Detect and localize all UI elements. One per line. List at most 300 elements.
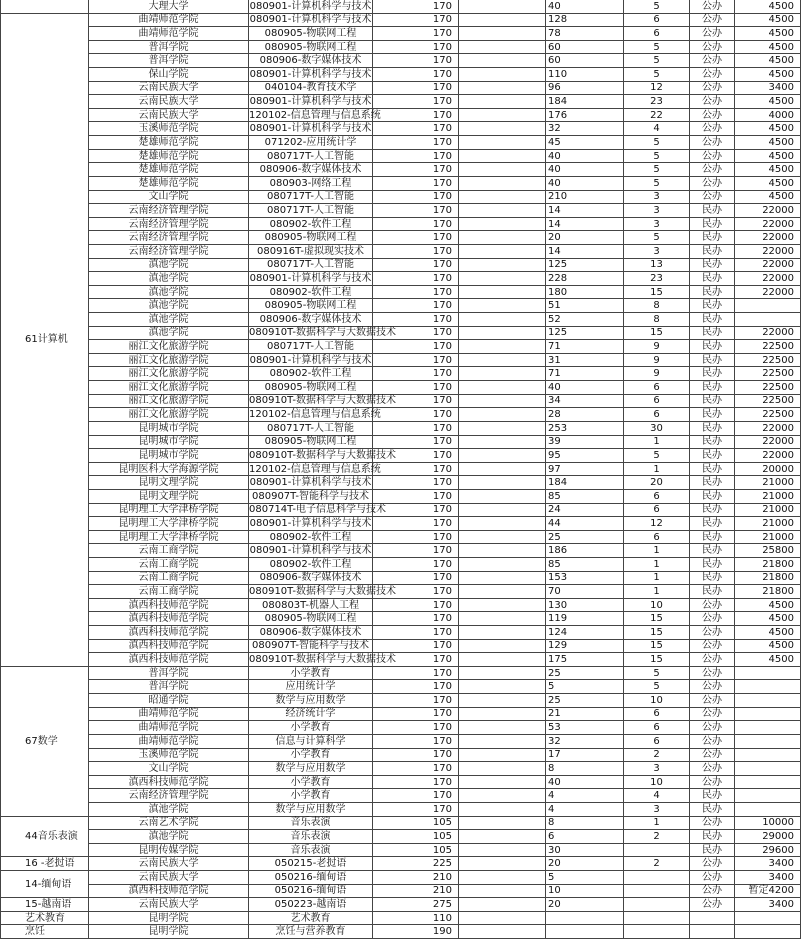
table-cell: 080907T-智能科学与技术 [249, 489, 373, 503]
table-cell [459, 503, 546, 517]
table-cell: 普洱学院 [89, 54, 249, 68]
table-cell: 080905-物联网工程 [249, 381, 373, 395]
table-cell: 10000 [735, 816, 801, 830]
table-row [1, 421, 801, 435]
table-cell: 5 [624, 54, 690, 68]
table-cell: 080902-软件工程 [249, 217, 373, 231]
table-cell: 170 [373, 244, 459, 258]
table-cell: 95 [546, 449, 624, 463]
table-cell: 3 [624, 217, 690, 231]
table-cell: 080902-软件工程 [249, 530, 373, 544]
table-row [1, 721, 801, 735]
table-cell: 170 [373, 149, 459, 163]
table-cell: 4000 [735, 108, 801, 122]
table-cell [459, 108, 546, 122]
table-cell: 滇池学院 [89, 285, 249, 299]
table-cell [459, 272, 546, 286]
table-cell: 080906-数字媒体技术 [249, 571, 373, 585]
table-row [1, 830, 801, 844]
table-cell: 25 [546, 666, 624, 680]
table-cell: 3 [624, 244, 690, 258]
table-cell: 民办 [690, 272, 735, 286]
table-cell: 民办 [690, 217, 735, 231]
table-cell: 170 [373, 653, 459, 667]
table-cell [459, 911, 546, 925]
table-cell: 21000 [735, 489, 801, 503]
table-cell: 5 [624, 449, 690, 463]
table-cell: 4500 [735, 122, 801, 136]
table-cell: 080717T-人工智能 [249, 149, 373, 163]
table-cell [735, 802, 801, 816]
table-cell: 170 [373, 136, 459, 150]
table-cell [459, 340, 546, 354]
table-cell: 昆明学院 [89, 911, 249, 925]
table-cell: 公办 [690, 748, 735, 762]
table-cell: 保山学院 [89, 68, 249, 82]
table-row [1, 217, 801, 231]
table-cell: 1 [624, 585, 690, 599]
table-cell: 184 [546, 476, 624, 490]
table-cell: 民办 [690, 367, 735, 381]
table-cell: 云南经济管理学院 [89, 204, 249, 218]
table-cell [459, 449, 546, 463]
table-cell: 170 [373, 258, 459, 272]
table-cell: 170 [373, 40, 459, 54]
table-row [1, 272, 801, 286]
table-cell: 170 [373, 340, 459, 354]
table-cell: 170 [373, 748, 459, 762]
table-cell: 050215-老挝语 [249, 857, 373, 871]
table-cell: 公办 [690, 27, 735, 41]
table-cell: 云南经济管理学院 [89, 217, 249, 231]
table-cell: 225 [373, 857, 459, 871]
table-cell: 22500 [735, 353, 801, 367]
table-cell: 29600 [735, 843, 801, 857]
table-row [1, 231, 801, 245]
table-cell [735, 299, 801, 313]
table-cell: 120102-信息管理与信息系统 [249, 463, 381, 475]
table-cell: 云南艺术学院 [89, 816, 249, 830]
table-cell [459, 871, 546, 885]
table-cell: 公办 [690, 95, 735, 109]
table-cell: 云南工商学院 [89, 557, 249, 571]
table-cell: 13 [624, 258, 690, 272]
table-cell: 云南经济管理学院 [89, 789, 249, 803]
table-cell: 45 [546, 136, 624, 150]
table-row [1, 734, 801, 748]
table-cell: 15 [624, 639, 690, 653]
table-cell: 1 [624, 816, 690, 830]
table-cell: 民办 [690, 530, 735, 544]
table-cell: 滇池学院 [89, 258, 249, 272]
table-cell: 滇西科技师范学院 [89, 612, 249, 626]
table-cell: 4500 [735, 27, 801, 41]
table-cell: 民办 [690, 421, 735, 435]
table-cell [735, 313, 801, 327]
table-cell: 1 [624, 435, 690, 449]
table-cell: 40 [546, 775, 624, 789]
table-cell: 29000 [735, 830, 801, 844]
table-cell [459, 149, 546, 163]
table-cell: 175 [546, 653, 624, 667]
table-cell: 民办 [690, 244, 735, 258]
table-cell: 公办 [690, 694, 735, 708]
table-cell: 23 [624, 272, 690, 286]
table-cell [459, 680, 546, 694]
table-cell: 公办 [690, 81, 735, 95]
table-cell [459, 122, 546, 136]
table-cell: 170 [373, 585, 459, 599]
table-cell: 4500 [735, 136, 801, 150]
table-cell: 170 [373, 626, 459, 640]
table-cell: 昆明文理学院 [89, 489, 249, 503]
table-cell: 民办 [690, 517, 735, 531]
table-cell: 4500 [735, 13, 801, 27]
table-cell: 190 [373, 925, 459, 939]
table-cell: 60 [546, 54, 624, 68]
table-cell: 文山学院 [89, 762, 249, 776]
table-cell: 170 [373, 680, 459, 694]
table-cell [459, 857, 546, 871]
table-cell [459, 775, 546, 789]
table-cell: 110 [546, 68, 624, 82]
table-row [1, 95, 801, 109]
table-cell: 40 [546, 0, 624, 13]
table-cell [459, 884, 546, 898]
table-cell: 170 [373, 163, 459, 177]
table-cell: 丽江文化旅游学院 [89, 367, 249, 381]
table-cell: 125 [546, 258, 624, 272]
table-cell: 公办 [690, 898, 735, 912]
table-cell: 小学教育 [249, 789, 373, 803]
table-cell [459, 13, 546, 27]
table-cell: 080717T-人工智能 [249, 340, 373, 354]
table-cell: 民办 [690, 802, 735, 816]
table-row [1, 13, 801, 27]
table-cell: 22000 [735, 217, 801, 231]
table-cell: 民办 [690, 789, 735, 803]
table-cell: 4500 [735, 626, 801, 640]
table-cell: 文山学院 [89, 190, 249, 204]
table-cell: 12 [624, 81, 690, 95]
table-cell: 1 [624, 557, 690, 571]
table-cell: 21000 [735, 530, 801, 544]
table-cell [459, 802, 546, 816]
table-cell: 曲靖师范学院 [89, 721, 249, 735]
table-cell: 170 [373, 421, 459, 435]
table-cell: 烹饪与营养教育 [249, 925, 373, 939]
table-cell: 云南民族大学 [89, 857, 249, 871]
table-cell [459, 843, 546, 857]
table-row [1, 0, 801, 13]
table-cell: 6 [624, 503, 690, 517]
table-cell: 5 [624, 136, 690, 150]
table-cell: 40 [546, 163, 624, 177]
table-cell: 艺术教育 [249, 911, 373, 925]
table-cell: 滇西科技师范学院 [89, 775, 249, 789]
table-cell: 39 [546, 435, 624, 449]
table-row [1, 54, 801, 68]
table-cell: 6 [624, 530, 690, 544]
table-cell: 数学与应用数学 [249, 762, 373, 776]
table-cell: 170 [373, 517, 459, 531]
table-cell: 24 [546, 503, 624, 517]
table-cell: 公办 [690, 680, 735, 694]
table-cell: 民办 [690, 435, 735, 449]
table-cell: 080901-计算机科学与技术 [249, 477, 372, 489]
table-cell: 民办 [690, 449, 735, 463]
table-cell: 3400 [735, 857, 801, 871]
table-cell: 12 [624, 517, 690, 531]
table-row [1, 299, 801, 313]
table-cell: 080906-数字媒体技术 [249, 313, 373, 327]
table-cell: 6 [546, 830, 624, 844]
table-cell: 4500 [735, 149, 801, 163]
table-cell [459, 204, 546, 218]
table-cell: 25800 [735, 544, 801, 558]
table-row [1, 898, 801, 912]
table-cell: 15 [624, 612, 690, 626]
table-cell: 080901-计算机科学与技术 [249, 272, 372, 284]
table-cell [459, 462, 546, 476]
table-cell: 丽江文化旅游学院 [89, 340, 249, 354]
table-row [1, 122, 801, 136]
table-cell: 080907T-智能科学与技术 [249, 639, 373, 653]
table-cell: 125 [546, 326, 624, 340]
table-cell: 080910T-数据科学与大数据技术 [249, 449, 396, 461]
table-row [1, 925, 801, 939]
table-cell [459, 95, 546, 109]
table-cell [459, 830, 546, 844]
table-cell: 85 [546, 557, 624, 571]
table-cell: 数学与应用数学 [249, 802, 373, 816]
table-row [1, 81, 801, 95]
table-cell: 公办 [690, 54, 735, 68]
table-cell: 170 [373, 707, 459, 721]
table-cell: 4500 [735, 54, 801, 68]
table-cell [735, 680, 801, 694]
table-cell: 公办 [690, 721, 735, 735]
table-cell: 公办 [690, 108, 735, 122]
table-cell: 2 [624, 830, 690, 844]
table-cell: 公办 [690, 598, 735, 612]
table-row [1, 666, 801, 680]
table-cell: 080910T-数据科学与大数据技术 [249, 327, 396, 339]
table-cell [459, 408, 546, 422]
table-cell: 8 [546, 816, 624, 830]
table-cell: 云南经济管理学院 [89, 231, 249, 245]
table-cell: 15 [624, 653, 690, 667]
table-cell [459, 353, 546, 367]
table-row [1, 639, 801, 653]
table-cell: 170 [373, 462, 459, 476]
table-cell: 楚雄师范学院 [89, 176, 249, 190]
table-row [1, 108, 801, 122]
table-cell: 22500 [735, 408, 801, 422]
table-cell: 170 [373, 762, 459, 776]
table-cell: 公办 [690, 68, 735, 82]
table-cell: 050216-缅甸语 [249, 871, 373, 885]
table-cell: 云南民族大学 [89, 898, 249, 912]
table-cell: 040104-教育技术学 [249, 81, 373, 95]
table-cell: 信息与计算科学 [249, 734, 373, 748]
table-cell: 170 [373, 612, 459, 626]
table-cell: 170 [373, 598, 459, 612]
table-cell: 6 [624, 408, 690, 422]
table-cell [690, 925, 735, 939]
table-cell: 数学与应用数学 [249, 694, 373, 708]
table-row [1, 40, 801, 54]
table-cell [459, 217, 546, 231]
table-cell: 170 [373, 27, 459, 41]
table-cell: 85 [546, 489, 624, 503]
table-cell: 22 [624, 108, 690, 122]
table-row [1, 313, 801, 327]
table-cell: 3 [624, 802, 690, 816]
table-cell [459, 190, 546, 204]
table-row [1, 517, 801, 531]
table-cell [624, 884, 690, 898]
table-cell: 小学教育 [249, 666, 373, 680]
table-cell [459, 544, 546, 558]
table-cell: 15 [624, 326, 690, 340]
table-cell: 080905-物联网工程 [249, 27, 373, 41]
table-cell: 050223-越南语 [249, 898, 373, 912]
table-cell: 21800 [735, 571, 801, 585]
table-cell: 楚雄师范学院 [89, 163, 249, 177]
table-cell: 170 [373, 503, 459, 517]
table-cell: 4 [624, 122, 690, 136]
table-cell [459, 476, 546, 490]
table-cell: 公办 [690, 176, 735, 190]
table-cell: 滇西科技师范学院 [89, 598, 249, 612]
table-cell: 5 [624, 666, 690, 680]
table-cell: 105 [373, 843, 459, 857]
table-cell: 4500 [735, 0, 801, 13]
table-cell [459, 789, 546, 803]
table-cell: 170 [373, 489, 459, 503]
table-cell [459, 367, 546, 381]
table-cell: 公办 [690, 884, 735, 898]
table-cell: 170 [373, 666, 459, 680]
table-cell: 昆明城市学院 [89, 435, 249, 449]
table-cell: 52 [546, 313, 624, 327]
table-cell: 公办 [690, 653, 735, 667]
table-cell [459, 68, 546, 82]
table-cell: 080905-物联网工程 [249, 612, 373, 626]
table-cell: 公办 [690, 626, 735, 640]
table-cell: 昆明文理学院 [89, 476, 249, 490]
table-cell: 公办 [690, 639, 735, 653]
table-cell [459, 435, 546, 449]
table-cell: 3400 [735, 81, 801, 95]
table-cell: 170 [373, 299, 459, 313]
table-cell: 昆明医科大学海源学院 [89, 462, 249, 476]
table-row [1, 149, 801, 163]
table-cell: 170 [373, 775, 459, 789]
table-cell: 民办 [690, 585, 735, 599]
table-cell: 97 [546, 462, 624, 476]
category-cell: 44音乐表演 [1, 816, 89, 857]
table-cell: 6 [624, 489, 690, 503]
table-cell: 080901-计算机科学与技术 [249, 354, 372, 366]
table-cell: 公办 [690, 734, 735, 748]
table-cell: 080717T-人工智能 [249, 421, 373, 435]
table-cell: 20 [546, 898, 624, 912]
table-cell: 云南工商学院 [89, 571, 249, 585]
table-cell: 170 [373, 639, 459, 653]
table-cell: 小学教育 [249, 748, 373, 762]
table-cell: 楚雄师范学院 [89, 136, 249, 150]
table-cell: 22000 [735, 421, 801, 435]
table-cell: 9 [624, 340, 690, 354]
table-row [1, 503, 801, 517]
table-cell: 公办 [690, 136, 735, 150]
table-cell: 5 [624, 68, 690, 82]
table-cell: 云南民族大学 [89, 871, 249, 885]
table-cell: 昆明学院 [89, 925, 249, 939]
table-cell: 曲靖师范学院 [89, 27, 249, 41]
table-cell: 21800 [735, 557, 801, 571]
table-cell: 6 [624, 721, 690, 735]
table-cell: 170 [373, 285, 459, 299]
table-cell [459, 81, 546, 95]
table-row [1, 612, 801, 626]
table-cell: 080902-软件工程 [249, 557, 373, 571]
table-cell: 4500 [735, 190, 801, 204]
table-cell: 民办 [690, 381, 735, 395]
table-cell: 公办 [690, 762, 735, 776]
table-cell: 32 [546, 122, 624, 136]
category-cell: 61计算机 [1, 13, 89, 666]
table-cell: 170 [373, 544, 459, 558]
table-cell: 公办 [690, 666, 735, 680]
table-cell: 40 [546, 149, 624, 163]
table-cell [459, 598, 546, 612]
table-cell: 080903-网络工程 [249, 176, 373, 190]
table-cell: 96 [546, 81, 624, 95]
table-cell [735, 707, 801, 721]
table-cell: 14 [546, 217, 624, 231]
table-cell: 51 [546, 299, 624, 313]
table-cell: 民办 [690, 571, 735, 585]
table-cell: 丽江文化旅游学院 [89, 394, 249, 408]
table-cell: 080717T-人工智能 [249, 190, 373, 204]
table-cell: 34 [546, 394, 624, 408]
table-cell: 176 [546, 108, 624, 122]
table-cell: 080906-数字媒体技术 [249, 163, 373, 177]
table-cell: 民办 [690, 326, 735, 340]
table-row [1, 748, 801, 762]
table-row [1, 489, 801, 503]
table-cell: 170 [373, 231, 459, 245]
table-cell: 170 [373, 530, 459, 544]
table-cell: 云南民族大学 [89, 81, 249, 95]
table-cell: 民办 [690, 462, 735, 476]
category-cell: 14-缅甸语 [1, 871, 89, 898]
table-cell [624, 843, 690, 857]
table-row [1, 598, 801, 612]
table-cell: 滇池学院 [89, 272, 249, 286]
table-cell: 10 [624, 775, 690, 789]
table-cell: 080714T-电子信息科学与技术 [249, 504, 386, 516]
table-cell: 080905-物联网工程 [249, 231, 373, 245]
table-cell: 6 [624, 27, 690, 41]
table-row [1, 435, 801, 449]
table-cell: 21000 [735, 503, 801, 517]
table-cell: 1 [624, 571, 690, 585]
table-cell: 20000 [735, 462, 801, 476]
